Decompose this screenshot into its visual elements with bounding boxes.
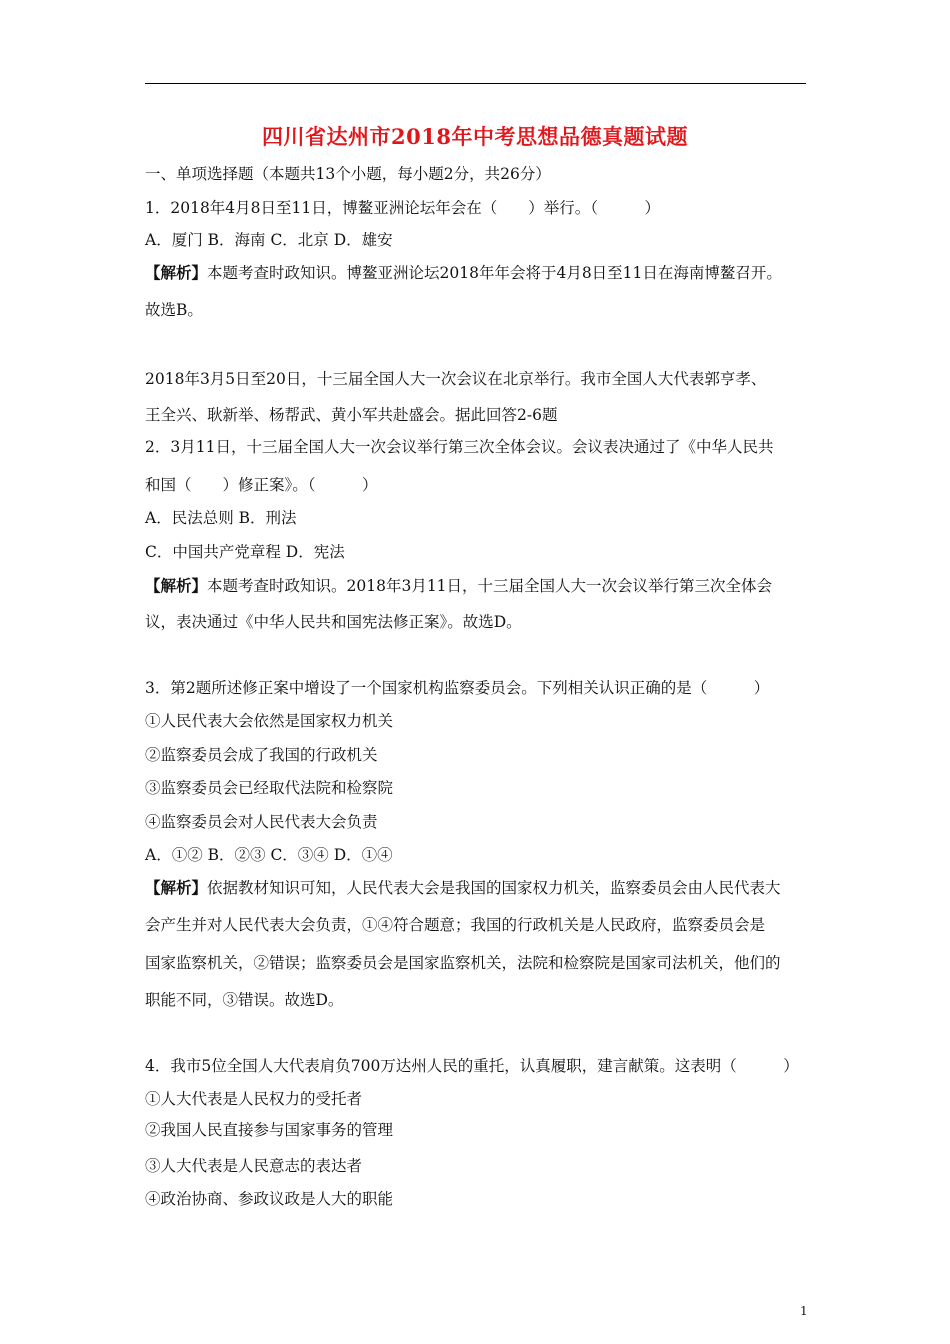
q2-stem-line-2: 和国（ ）修正案》。（ ） [145,476,378,494]
analysis-tag: 【解析】 [145,263,208,282]
header-rule [145,83,806,84]
analysis-tag: 【解析】 [145,576,208,595]
q4-stem: 4．我市5位全国人大代表肩负700万达州人民的重托，认真履职，建言献策。这表明（ ） [145,1057,799,1075]
q1-options: A．厦门 B．海南 C．北京 D．雄安 [145,231,393,249]
q4-item-3: ③人大代表是人民意志的表达者 [145,1157,363,1175]
document-title: 四川省达州市2018年中考思想品德真题试题 [262,124,688,149]
q3-analysis-text: 依据教材知识可知，人民代表大会是我国的国家权力机关，监察委员会由人民代表大 [207,879,781,897]
q3-analysis-line-4: 职能不同，③错误。故选D。 [145,991,344,1009]
q3-item-1: ①人民代表大会依然是国家权力机关 [145,712,394,730]
q3-stem: 3．第2题所述修正案中增设了一个国家机构监察委员会。下列相关认识正确的是（ ） [145,679,770,697]
q3-item-3: ③监察委员会已经取代法院和检察院 [145,779,394,797]
material-line-1: 2018年3月5日至20日，十三届全国人大一次会议在北京举行。我市全国人大代表郭亨孝、 [145,370,767,388]
page-number: 1 [800,1304,808,1318]
q3-item-2: ②监察委员会成了我国的行政机关 [145,746,378,764]
q4-item-1: ①人大代表是人民权力的受托者 [145,1090,363,1108]
q1-stem: 1．2018年4月8日至11日，博鳌亚洲论坛年会在（ ）举行。（ ） [145,199,661,217]
q2-option-line-2: C．中国共产党章程 D．宪法 [145,543,345,561]
q2-analysis [145,576,772,596]
q1-analysis-text: 本题考查时政知识。博鳌亚洲论坛2018年年会将于4月8日至11日在海南博鳌召开。 [207,264,782,282]
q3-item-4: ④监察委员会对人民代表大会负责 [145,813,378,831]
q1-analysis [145,263,782,283]
analysis-tag: 【解析】 [145,878,208,897]
q2-analysis-text: 本题考查时政知识。2018年3月11日，十三届全国人大一次会议举行第三次全体会 [207,577,773,595]
q3-analysis-line-3: 国家监察机关，②错误；监察委员会是国家监察机关，法院和检察院是国家司法机关，他们的 [145,954,781,972]
section-heading: 一、单项选择题（本题共13个小题，每小题2分，共26分） [145,165,551,183]
q3-analysis-line-2: 会产生并对人民代表大会负责，①④符合题意；我国的行政机关是人民政府，监察委员会是 [145,916,766,934]
q1-analysis-line-2: 故选B。 [145,301,203,319]
q4-item-4: ④政治协商、参政议政是人大的职能 [145,1190,394,1208]
q2-stem-line-1: 2．3月11日，十三届全国人大一次会议举行第三次全体会议。会议表决通过了《中华人民共 [145,438,774,456]
q3-options: A．①② B．②③ C．③④ D．①④ [145,846,393,864]
q2-analysis-line-2: 议，表决通过《中华人民共和国宪法修正案》。故选D。 [145,613,522,631]
q4-item-2: ②我国人民直接参与国家事务的管理 [145,1121,394,1139]
material-line-2: 王全兴、耿新举、杨帮武、黄小军共赴盛会。据此回答2-6题 [145,406,558,424]
q3-analysis [145,878,781,898]
q2-option-line-1: A．民法总则 B．刑法 [145,509,297,527]
